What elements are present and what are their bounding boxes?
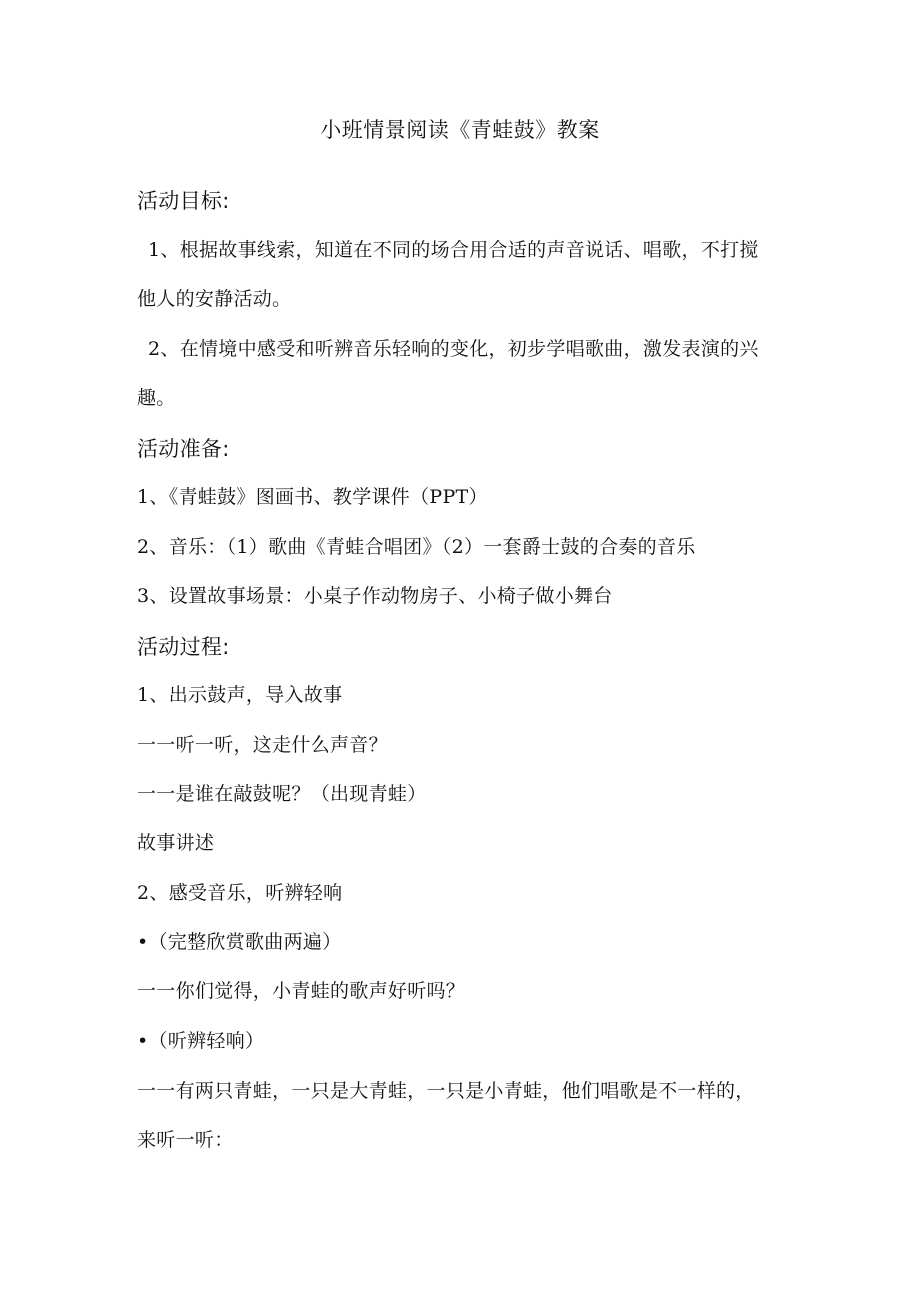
process-step-2: 2、感受音乐，听辨轻响 <box>137 882 343 904</box>
process-step-1: 1、出示鼓声，导入故事 <box>137 684 343 706</box>
goals-heading: 活动目标: <box>137 189 230 213</box>
process-step-2-bullet-b: •（听辨轻响） <box>137 1030 265 1052</box>
document-title: 小班情景阅读《青蛙鼓》教案 <box>320 118 600 142</box>
goal-item-2-line-1: 2、在情境中感受和听辨音乐轻响的变化，初步学唱歌曲，激发表演的兴 <box>148 338 759 360</box>
process-step-2-question-1: 一一你们觉得，小青蛙的歌声好听吗？ <box>137 980 466 1002</box>
process-step-1-question-1: 一一听一听，这走什么声音？ <box>137 734 388 756</box>
process-step-1-story: 故事讲述 <box>137 832 215 854</box>
process-heading: 活动过程: <box>137 635 230 659</box>
goal-item-2-line-2: 趣。 <box>137 387 176 409</box>
process-step-1-question-2: 一一是谁在敲鼓呢？（出现青蛙） <box>137 783 427 805</box>
process-step-2-bullet-a: •（完整欣赏歌曲两遍） <box>137 931 342 953</box>
preparation-item-1: 1、《青蛙鼓》图画书、教学课件（PPT） <box>137 486 488 508</box>
goal-item-1-line-2: 他人的安静活动。 <box>137 288 292 310</box>
goal-item-1-line-1: 1、根据故事线索，知道在不同的场合用合适的声音说话、唱歌，不打搅 <box>148 239 759 261</box>
process-step-2-question-2-line-1: 一一有两只青蛙，一只是大青蛙，一只是小青蛙，他们唱歌是不一样的， <box>137 1080 755 1102</box>
preparation-item-2: 2、音乐：（1）歌曲《青蛙合唱团》（2）一套爵士鼓的合奏的音乐 <box>137 536 696 558</box>
process-step-2-question-2-line-2: 来听一听： <box>137 1129 234 1151</box>
preparation-heading: 活动准备: <box>137 437 230 461</box>
preparation-item-3: 3、设置故事场景：小桌子作动物房子、小椅子做小舞台 <box>137 585 613 607</box>
